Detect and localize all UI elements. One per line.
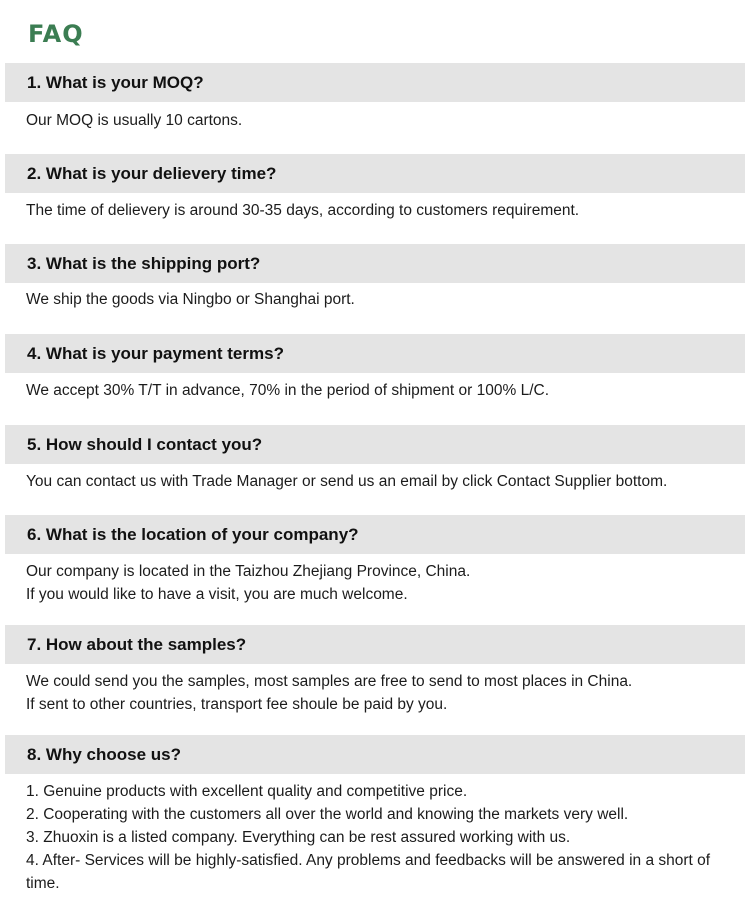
faq-question-bar <box>5 334 745 373</box>
answer-line: We could send you the samples, most samples are free to send to most places in China. <box>26 673 633 690</box>
faq-answer <box>26 199 726 222</box>
answer-line: Our company is located in the Taizhou Zhejiang Province, China. <box>26 563 471 580</box>
faq-answer <box>26 670 726 716</box>
faq-question: 1. What is your MOQ? <box>27 73 204 92</box>
answer-line: We accept 30% T/T in advance, 70% in the period of shipment or 100% L/C. <box>26 382 549 399</box>
faq-question: 7. How about the samples? <box>27 635 247 654</box>
faq-question: 3. What is the shipping port? <box>27 254 261 273</box>
faq-answer <box>26 379 726 402</box>
faq-question: 4. What is your payment terms? <box>27 344 284 363</box>
faq-question-bar <box>5 244 745 283</box>
faq-question-bar <box>5 515 745 554</box>
faq-question-bar <box>5 625 745 664</box>
answer-line: 3. Zhuoxin is a listed company. Everything can be rest assured working with us. <box>26 829 571 846</box>
faq-answer <box>26 560 726 606</box>
page-title: FAQ <box>28 20 84 48</box>
faq-question-bar <box>5 425 745 464</box>
faq-question-bar <box>5 63 745 102</box>
answer-line: The time of delievery is around 30-35 days, according to customers requirement. <box>26 202 580 219</box>
faq-question: 5. How should I contact you? <box>27 435 263 454</box>
answer-line: 2. Cooperating with the customers all over the world and knowing the markets very well. <box>26 806 629 823</box>
answer-line: You can contact us with Trade Manager or send us an email by click Contact Supplier bottom. <box>26 473 668 490</box>
faq-question: 2. What is your delievery time? <box>27 164 277 183</box>
answer-line: If sent to other countries, transport fee shoule be paid by you. <box>26 696 448 713</box>
answer-line: Our MOQ is usually 10 cartons. <box>26 112 243 129</box>
faq-answer <box>26 288 726 311</box>
answer-line: If you would like to have a visit, you are much welcome. <box>26 586 408 603</box>
faq-question: 6. What is the location of your company? <box>27 525 359 544</box>
faq-answer <box>26 470 726 493</box>
answer-line: 1. Genuine products with excellent quality and competitive price. <box>26 783 468 800</box>
faq-question-bar <box>5 735 745 774</box>
faq-answer <box>26 780 726 895</box>
answer-line: We ship the goods via Ningbo or Shanghai port. <box>26 291 355 308</box>
faq-question: 8. Why choose us? <box>27 745 181 764</box>
faq-question-bar <box>5 154 745 193</box>
answer-line: 4. After- Services will be highly-satisfied. Any problems and feedbacks will be answered in a short of time. <box>26 852 711 892</box>
faq-answer <box>26 109 726 132</box>
